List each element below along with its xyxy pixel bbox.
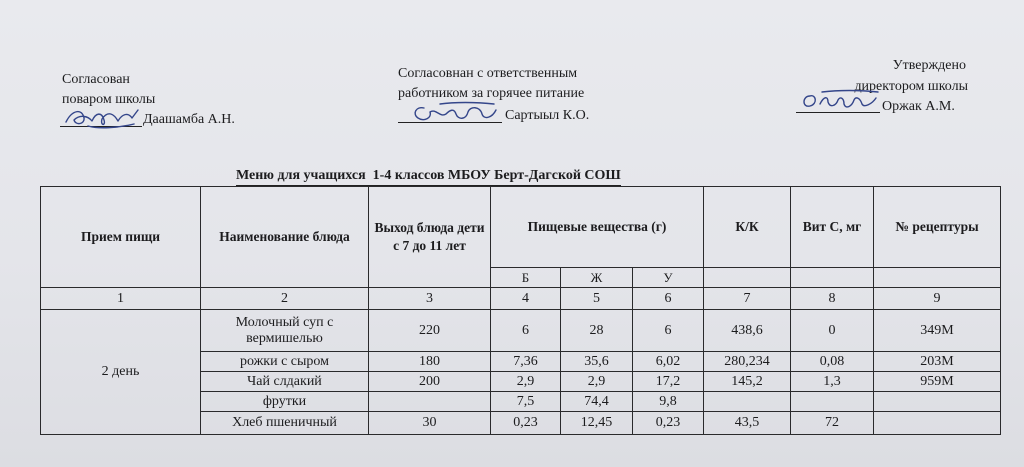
header-dish: Наименование блюда <box>201 187 369 288</box>
approval-cook-name: Даашамба А.Н. <box>143 112 235 127</box>
subheader-cell: Б <box>491 268 561 288</box>
dish-name-cell: рожки с сыром <box>201 352 369 372</box>
table-cell: 74,4 <box>561 392 633 412</box>
cook-signature <box>62 104 144 130</box>
subheader-cell: У <box>633 268 704 288</box>
column-number-cell: 3 <box>369 288 491 310</box>
table-cell: 959М <box>874 372 1001 392</box>
menu-title: Меню для учащихся 1-4 классов МБОУ Берт-Дагской СОШ <box>236 168 621 186</box>
header-row <box>41 187 1001 268</box>
approval-cook-line2: поваром школы <box>62 92 156 107</box>
approval-responsible-line1: Согласовнан с ответственным <box>398 66 578 81</box>
table-cell: 0,23 <box>491 412 561 435</box>
header-nutrients: Пищевые вещества (г) <box>491 187 704 268</box>
table-cell: 17,2 <box>633 372 704 392</box>
table-cell: 0,08 <box>791 352 874 372</box>
approval-cook-line1: Согласован <box>62 72 130 87</box>
header-kk: К/К <box>704 187 791 268</box>
approval-director-line2: директором школы <box>854 79 968 94</box>
column-number-row <box>41 288 1001 310</box>
table-cell: 203М <box>874 352 1001 372</box>
approval-director-line1: Утверждено <box>892 58 966 73</box>
column-number-cell: 8 <box>791 288 874 310</box>
dish-name-cell: Молочный суп с вермишелью <box>201 310 369 352</box>
table-cell: 438,6 <box>704 310 791 352</box>
table-cell: 72 <box>791 412 874 435</box>
table-cell: 6 <box>491 310 561 352</box>
table-cell <box>791 392 874 412</box>
subheader-empty-cell <box>874 268 1001 288</box>
director-signature <box>800 88 882 112</box>
table-cell <box>704 392 791 412</box>
table-cell: 6,02 <box>633 352 704 372</box>
table-cell <box>369 392 491 412</box>
approval-director-name: Оржак А.М. <box>882 99 955 114</box>
header-meal: Прием пищи <box>41 187 201 288</box>
table-cell: 7,5 <box>491 392 561 412</box>
subheader-cell: Ж <box>561 268 633 288</box>
column-number-cell: 5 <box>561 288 633 310</box>
table-cell: 2,9 <box>561 372 633 392</box>
table-cell: 30 <box>369 412 491 435</box>
table-cell: 2,9 <box>491 372 561 392</box>
subheader-empty-cell <box>704 268 791 288</box>
table-cell: 349М <box>874 310 1001 352</box>
column-number-cell: 9 <box>874 288 1001 310</box>
table-cell: 43,5 <box>704 412 791 435</box>
approval-responsible-line2: работником за горячее питание <box>398 86 585 101</box>
table-cell: 280,234 <box>704 352 791 372</box>
approval-responsible-name: Сартыыл К.О. <box>505 108 590 123</box>
column-number-cell: 6 <box>633 288 704 310</box>
table-cell: 0,23 <box>633 412 704 435</box>
dish-name-cell: Хлеб пшеничный <box>201 412 369 435</box>
table-cell: 180 <box>369 352 491 372</box>
column-number-cell: 2 <box>201 288 369 310</box>
column-number-cell: 1 <box>41 288 201 310</box>
table-cell: 200 <box>369 372 491 392</box>
header-recipe: № рецептуры <box>874 187 1001 268</box>
menu-table <box>40 186 1001 435</box>
table-cell: 6 <box>633 310 704 352</box>
subheader-empty-cell <box>791 268 874 288</box>
table-row <box>41 310 1001 352</box>
table-cell <box>874 412 1001 435</box>
table-cell: 9,8 <box>633 392 704 412</box>
dish-name-cell: Чай слдакий <box>201 372 369 392</box>
table-cell: 28 <box>561 310 633 352</box>
header-yield: Выход блюда дети с 7 до 11 лет <box>369 187 491 288</box>
column-number-cell: 4 <box>491 288 561 310</box>
table-cell: 0 <box>791 310 874 352</box>
table-cell: 220 <box>369 310 491 352</box>
table-cell: 1,3 <box>791 372 874 392</box>
day-label-cell: 2 день <box>41 310 201 435</box>
table-cell: 12,45 <box>561 412 633 435</box>
table-cell <box>874 392 1001 412</box>
header-vitc: Вит С, мг <box>791 187 874 268</box>
responsible-signature <box>410 100 502 124</box>
signature-line <box>796 112 880 113</box>
dish-name-cell: фрутки <box>201 392 369 412</box>
table-cell: 145,2 <box>704 372 791 392</box>
table-cell: 7,36 <box>491 352 561 372</box>
table-cell: 35,6 <box>561 352 633 372</box>
column-number-cell: 7 <box>704 288 791 310</box>
